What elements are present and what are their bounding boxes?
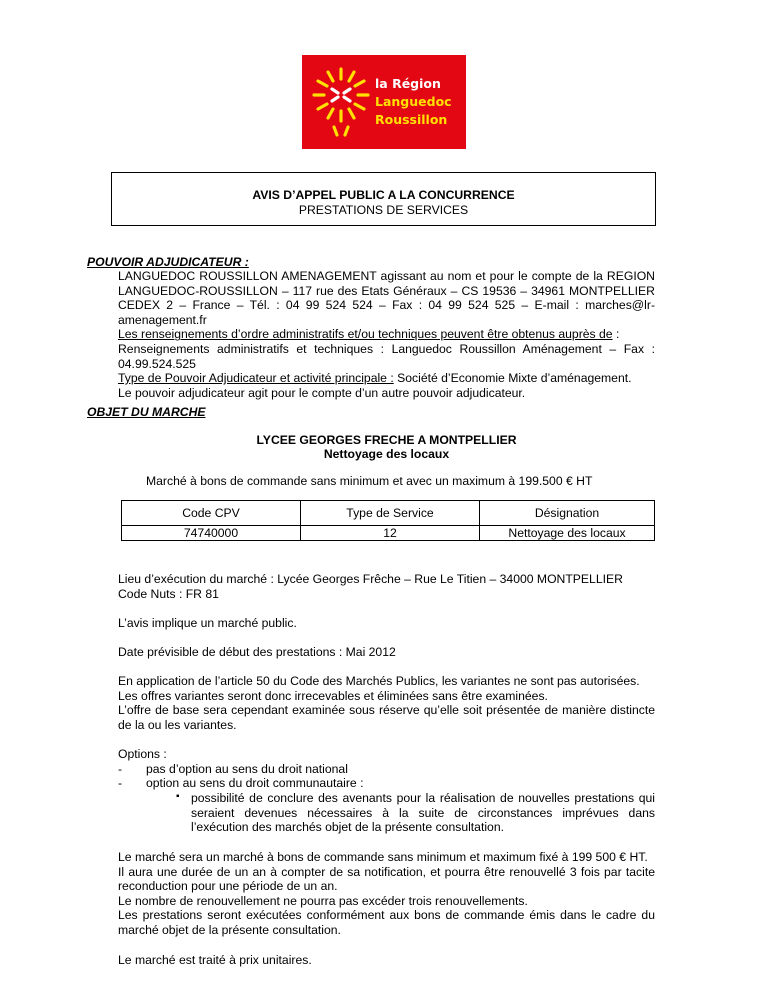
sun-rays-icon [310, 63, 372, 141]
marche-line-4: Les prestations seront exécutées conformément aux bons de commande émis dans le cadre du marché objet de la présente consultation. [118, 908, 655, 937]
option-2: option au sens du droit communautaire : [146, 776, 364, 790]
type-line [118, 371, 655, 386]
header-designation: Désignation [480, 501, 655, 526]
option-2-dash: - [118, 776, 123, 790]
region-logo [302, 55, 466, 149]
table-header-row [122, 501, 655, 526]
marche-line-1: Le marché sera un marché à bons de commande sans minimum et maximum fixé à 199 500 € HT. [118, 850, 648, 864]
logo-line-2: Languedoc [375, 94, 452, 109]
marche-line-3: Le nombre de renouvellement ne pourra pas excéder trois renouvellements. [118, 893, 528, 908]
notice-subtitle: PRESTATIONS DE SERVICES [298, 203, 469, 217]
sub-option-bullet: ▪ [176, 791, 180, 802]
renseignements-text: Renseignements administratifs et techniques : Languedoc Roussillon Aménagement – Fax : 04.99.524.525 [118, 341, 655, 371]
options-label: Options : [118, 747, 167, 761]
notice-title: AVIS D’APPEL PUBLIC A LA CONCURRENCE [252, 188, 515, 202]
nuts-line: Code Nuts : FR 81 [118, 586, 219, 601]
type-value: Société d’Economie Mixte d’aménagement. [393, 371, 632, 386]
lieu-line: Lieu d’exécution du marché : Lycée Georges Frêche – Rue Le Titien – 34000 MONTPELLIER [118, 572, 623, 586]
type-label: Type de Pouvoir Adjudicateur et activité principale : [118, 371, 394, 386]
pouvoir-address: LANGUEDOC ROUSSILLON AMENAGEMENT agissant au nom et pour le compte de la REGION LANGUEDOC-ROUSSILLON – 117 rue des Etats Généraux – CS 19536 – 34961 MONTPELLIER CEDEX 2 – France – Tél. : 04 99 524 524 – Fax : 04 99 524 525 – E-mail : marches@lr-amenagement.fr [118, 269, 655, 327]
pouvoir-section [118, 269, 655, 400]
variantes-line-2: Les offres variantes seront donc irrecevables et éliminées sans être examinées. [118, 688, 548, 703]
marche-line-2: Il aura une durée de un an à compter de sa notification, et pourra être renouvellé 3 fois par tacite reconduction pour une période de un an. [118, 864, 655, 894]
cell-code-cpv: 74740000 [122, 526, 301, 541]
logo-text [375, 75, 452, 129]
objet-heading: OBJET DU MARCHE [87, 405, 206, 419]
cpv-table [121, 500, 655, 541]
table-row [122, 526, 655, 541]
sub-option-text: possibilité de conclure des avenants pour la réalisation de nouvelles prestations qui seraient devenues nécessaires à la suite de circonstances imprévues dans l’exécution des marchés objet de la présente consultation. [191, 791, 655, 835]
variantes-line-1: En application de l’article 50 du Code des Marchés Publics, les variantes ne sont pas autorisées. [118, 674, 640, 688]
header-type-service: Type de Service [301, 501, 480, 526]
avis-line: L’avis implique un marché public. [118, 616, 297, 630]
variantes-line-3: L’offre de base sera cependant examinée sous réserve qu’elle soit présentée de manière distincte de la ou les variantes. [118, 703, 655, 732]
renseignements-label: Les renseignements d’ordre administratifs et/ou techniques peuvent être obtenus auprès de [118, 327, 613, 342]
cell-designation: Nettoyage des locaux [480, 526, 655, 541]
notice-title-box [111, 172, 656, 226]
pouvoir-heading: POUVOIR ADJUDICATEUR : [87, 255, 249, 269]
lycee-title: LYCEE GEORGES FRECHE A MONTPELLIER [256, 433, 517, 447]
option-1-dash: - [118, 762, 123, 776]
marche-block [118, 850, 655, 938]
lycee-block [118, 433, 655, 461]
renseignements-suffix: : [612, 327, 620, 342]
date-line: Date prévisible de début des prestations : Mai 2012 [118, 645, 396, 659]
agit-line: Le pouvoir adjudicateur agit pour le compte d’un autre pouvoir adjudicateur. [118, 385, 526, 400]
bons-line: Marché à bons de commande sans minimum et avec un maximum à 199.500 € HT [146, 474, 593, 488]
nettoyage-title: Nettoyage des locaux [323, 447, 450, 461]
variantes-block [118, 674, 655, 732]
cell-type-service: 12 [301, 526, 480, 541]
option-1: pas d’option au sens du droit national [146, 762, 348, 776]
logo-line-3: Roussillon [375, 112, 448, 127]
lieu-block [118, 572, 678, 601]
prix-line: Le marché est traité à prix unitaires. [118, 953, 312, 967]
header-code-cpv: Code CPV [122, 501, 301, 526]
logo-line-1: la Région [375, 76, 441, 91]
renseignements-line [118, 327, 655, 342]
